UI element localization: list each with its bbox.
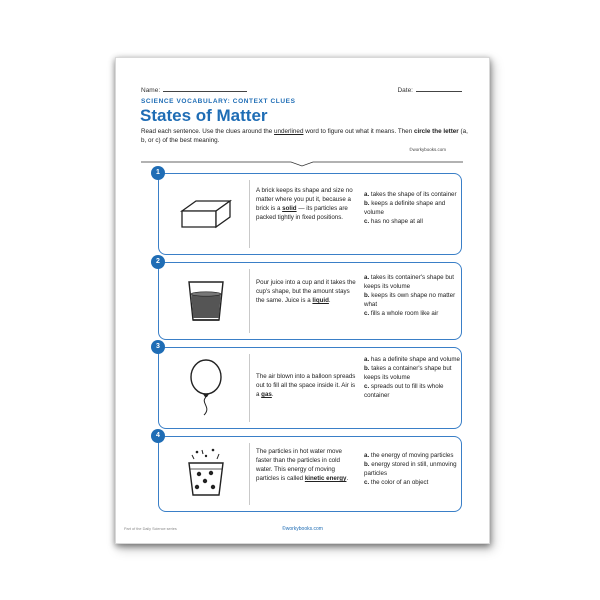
- worksheet-title: States of Matter: [140, 106, 268, 125]
- option-c[interactable]: [364, 217, 460, 226]
- question-card-4: [156, 432, 462, 512]
- card-divider: [249, 180, 250, 248]
- hot-water-particles-icon: [167, 442, 245, 504]
- section-divider: [141, 159, 463, 167]
- date-label: Date:: [397, 87, 413, 94]
- option-letter: a.: [364, 452, 370, 459]
- option-letter: c.: [364, 310, 370, 317]
- copyright: ©workybooks.com: [409, 147, 446, 152]
- instructions-text-1: Read each sentence. Use the clues around the: [141, 128, 275, 135]
- option-c[interactable]: [364, 478, 460, 487]
- vocabulary-word: solid: [282, 205, 297, 212]
- option-text: has a definite shape and volume: [370, 356, 460, 363]
- worksheet-page: [115, 57, 490, 544]
- instructions: [141, 127, 471, 145]
- vocabulary-word: liquid: [312, 297, 329, 304]
- vocabulary-word: gas: [261, 391, 272, 398]
- option-letter: b.: [364, 200, 370, 207]
- sentence-text: Pour juice into a cup and it takes the cup's shape, but the amount stays the same. Juice is a: [256, 279, 356, 304]
- option-a[interactable]: [364, 451, 460, 460]
- option-text: the color of an object: [370, 479, 429, 486]
- option-letter: c.: [364, 383, 370, 390]
- option-letter: b.: [364, 365, 370, 372]
- worksheet-subtitle: SCIENCE VOCABULARY: CONTEXT CLUES: [141, 98, 296, 105]
- footer-series-note: Part of the Daily Science series: [124, 527, 177, 531]
- option-text: keeps a definite shape and volume: [364, 200, 446, 216]
- option-text: the energy of moving particles: [370, 452, 454, 459]
- option-letter: a.: [364, 191, 370, 198]
- option-letter: b.: [364, 461, 370, 468]
- question-sentence: [256, 186, 356, 222]
- brick-icon: [167, 184, 245, 244]
- name-blank[interactable]: [163, 85, 247, 92]
- option-b[interactable]: [364, 364, 460, 382]
- option-a[interactable]: [364, 273, 460, 291]
- option-text: energy stored in still, unmoving particles: [364, 461, 457, 477]
- option-c[interactable]: [364, 309, 460, 318]
- option-letter: a.: [364, 274, 370, 281]
- name-label: Name:: [141, 87, 161, 94]
- question-card-2: [156, 258, 462, 340]
- option-b[interactable]: [364, 199, 460, 217]
- juice-cup-icon: [167, 271, 245, 331]
- balloon-icon: [167, 354, 245, 422]
- sentence-text-end: .: [346, 475, 349, 482]
- answer-options: [364, 190, 460, 226]
- option-letter: b.: [364, 292, 370, 299]
- option-text: keeps its own shape no matter what: [364, 292, 456, 308]
- card-divider: [249, 443, 250, 505]
- sentence-text-end: .: [328, 297, 331, 304]
- instructions-text-3: (a, b, or c) of the best meaning.: [141, 128, 468, 144]
- name-field: [141, 85, 247, 94]
- option-letter: c.: [364, 479, 370, 486]
- option-text: takes its container's shape but keeps its volume: [364, 274, 454, 290]
- instructions-underlined: underlined: [274, 128, 304, 135]
- sentence-text: The particles in hot water move faster than the particles in cold water. This energy of moving particles is called: [256, 448, 342, 482]
- question-number-badge: 3: [151, 340, 165, 354]
- question-card-1: [156, 169, 462, 255]
- question-number-badge: 1: [151, 166, 165, 180]
- footer-site-link[interactable]: ©workybooks.com: [282, 526, 323, 532]
- question-sentence: [256, 278, 356, 305]
- vocabulary-word: kinetic energy: [304, 475, 347, 482]
- answer-options: [364, 355, 460, 400]
- question-card-3: [156, 343, 462, 429]
- question-number-badge: 2: [151, 255, 165, 269]
- answer-options: [364, 451, 460, 487]
- question-number-badge: 4: [151, 429, 165, 443]
- instructions-bold: circle the letter: [413, 128, 459, 135]
- option-text: takes a container's shape but keeps its volume: [364, 365, 452, 381]
- option-a[interactable]: [364, 190, 460, 199]
- date-blank[interactable]: [416, 85, 462, 92]
- card-divider: [249, 269, 250, 333]
- sentence-text-end: — its particles are packed tightly in fixed positions.: [256, 205, 348, 221]
- instructions-text-2: word to figure out what it means. Then: [303, 128, 414, 135]
- option-c[interactable]: [364, 382, 460, 400]
- answer-options: [364, 273, 460, 318]
- option-b[interactable]: [364, 460, 460, 478]
- sentence-text: The air blown into a balloon spreads out to fill all the space inside it. Air is a: [256, 373, 356, 398]
- option-text: takes the shape of its container: [370, 191, 457, 198]
- option-letter: a.: [364, 356, 370, 363]
- question-sentence: [256, 372, 356, 399]
- option-b[interactable]: [364, 291, 460, 309]
- date-field: [397, 85, 462, 94]
- question-sentence: [256, 447, 356, 483]
- option-text: fills a whole room like air: [370, 310, 439, 317]
- option-a[interactable]: [364, 355, 460, 364]
- card-divider: [249, 354, 250, 422]
- option-text: spreads out to fill its whole container: [364, 383, 444, 399]
- option-letter: c.: [364, 218, 370, 225]
- option-text: has no shape at all: [370, 218, 423, 225]
- sentence-text: A brick keeps its shape and size no matter where you put it, because a brick is a: [256, 187, 353, 212]
- sentence-text-end: .: [271, 391, 274, 398]
